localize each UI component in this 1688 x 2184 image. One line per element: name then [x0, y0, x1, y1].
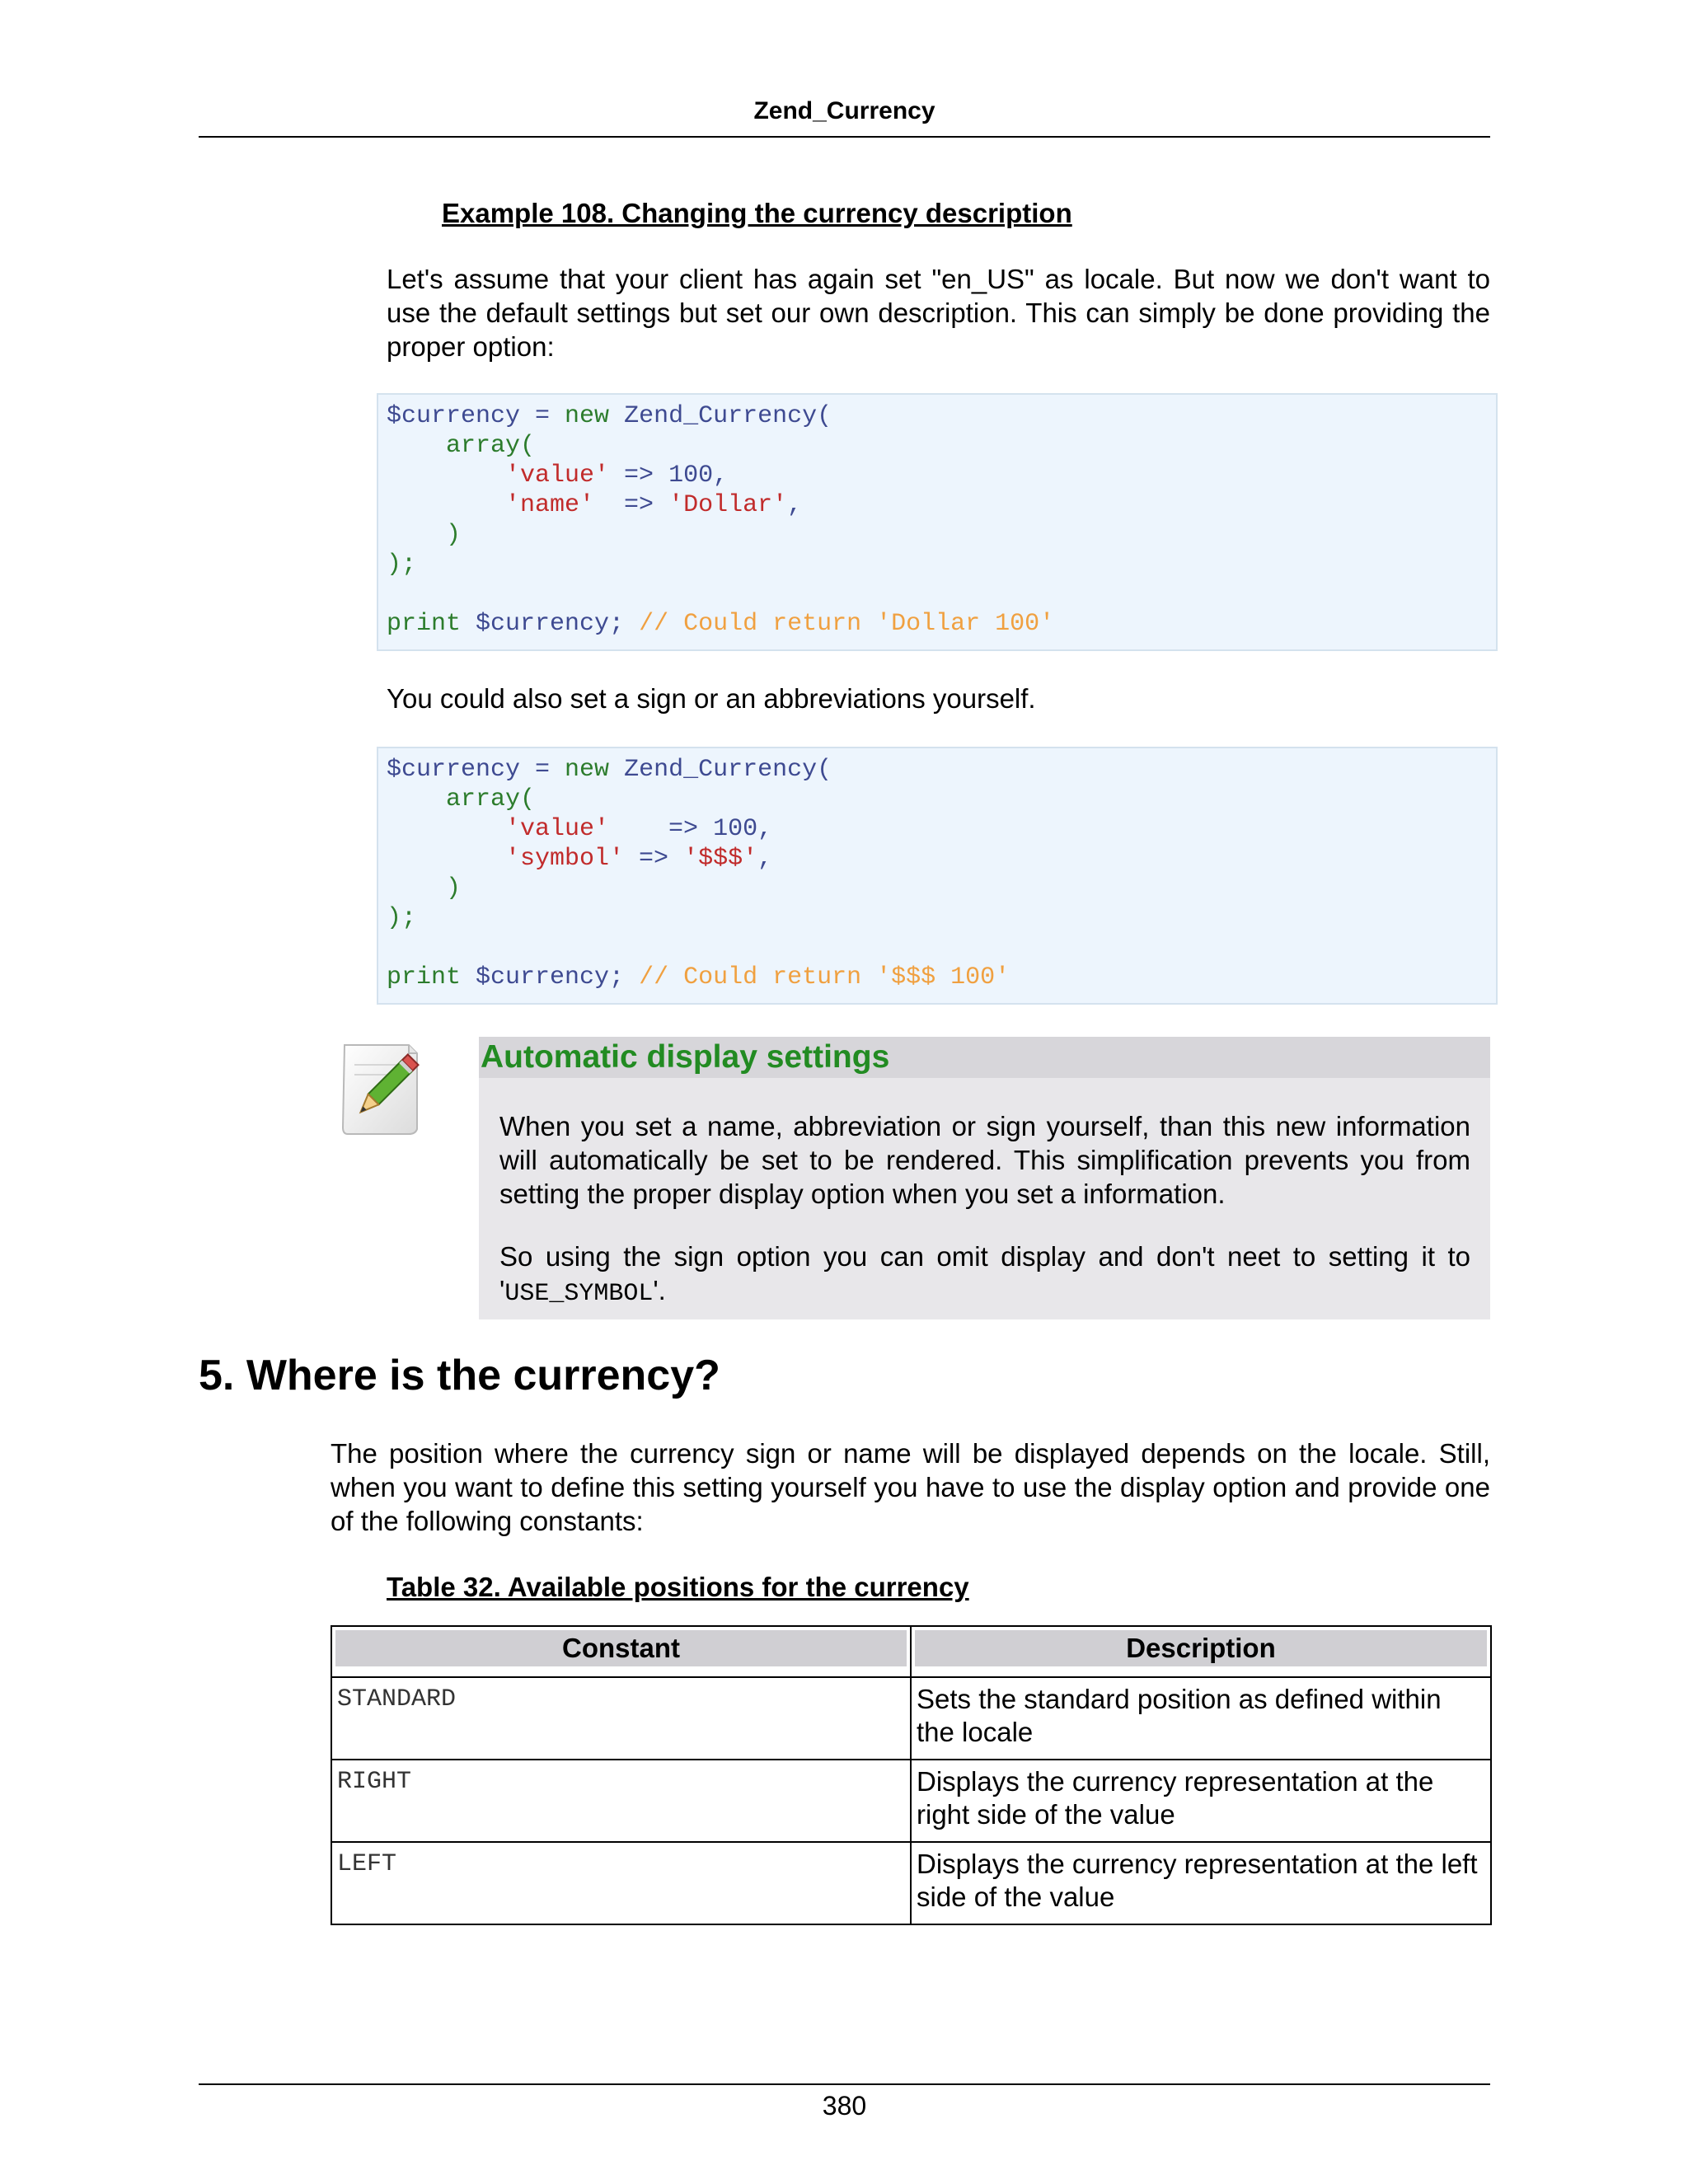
note-title: Automatic display settings: [481, 1039, 890, 1075]
code-token: Zend_Currency(: [609, 756, 832, 784]
middle-text: You could also set a sign or an abbreviations yourself.: [387, 683, 1036, 714]
column-header-description: [911, 1626, 1491, 1677]
code-line: );: [387, 904, 417, 932]
code-line: [387, 490, 1496, 520]
code-token: 'value': [387, 815, 610, 843]
table-row: [331, 1842, 1491, 1924]
code-line: ): [387, 521, 462, 549]
code-token: 100: [668, 462, 714, 490]
example-title: Example 108. Changing the currency description: [442, 198, 1072, 228]
note-text: So using the sign option you can omit display and don't neet to setting it to ': [499, 1241, 1470, 1305]
example-intro: Let's assume that your client has again set "en_US" as locale. But now we don't want to use the default settings but set our own description. This can simply be done providing the proper option:: [387, 264, 1490, 362]
note-text: '.: [653, 1275, 666, 1305]
code-line: [387, 609, 1496, 639]
note-paragraph: When you set a name, abbreviation or sign yourself, than this new information will automatically be set to be rendered. This simplification prevents you from setting the proper display option when you set a information.: [499, 1111, 1470, 1209]
code-token: new: [565, 756, 610, 784]
code-token: print: [387, 963, 462, 991]
code-token: 'Dollar': [668, 491, 788, 519]
code-comment: // Could return '$$$ 100': [624, 963, 1010, 991]
positions-table: [331, 1625, 1492, 1925]
code-token: ,: [757, 815, 773, 843]
inline-code: USE_SYMBOL: [504, 1280, 654, 1308]
code-line: );: [387, 551, 417, 579]
code-token: 'value': [387, 462, 610, 490]
note-box: [479, 1037, 1490, 1319]
description-cell: Sets the standard position as defined within the locale: [911, 1677, 1491, 1760]
code-line: [387, 401, 1496, 431]
code-token: =>: [624, 845, 684, 873]
code-line: [387, 844, 1496, 874]
note-pencil-icon: [336, 1040, 425, 1137]
description-cell: Displays the currency representation at the left side of the value: [911, 1842, 1491, 1924]
code-line: [387, 461, 1496, 490]
code-token: '$$$': [683, 845, 758, 873]
table-row: [331, 1677, 1491, 1760]
code-token: =: [520, 756, 565, 784]
code-token: =: [520, 402, 565, 430]
positions-table-wrapper: [331, 1625, 1490, 1925]
code-block-name: [377, 393, 1498, 651]
table-title: Table 32. Available positions for the currency: [387, 1572, 969, 1602]
note-paragraph: [499, 1240, 1470, 1311]
code-token: Zend_Currency(: [609, 402, 832, 430]
code-token: $currency: [387, 402, 521, 430]
code-line-blank: [387, 933, 1496, 963]
code-token: 100: [713, 815, 758, 843]
description-cell: Displays the currency representation at the right side of the value: [911, 1760, 1491, 1842]
footer-rule: [199, 2083, 1490, 2085]
column-header-constant: [331, 1626, 911, 1677]
table-header-row: [331, 1626, 1491, 1677]
code-token: =>: [609, 815, 714, 843]
code-token: print: [387, 610, 462, 638]
code-line: [387, 755, 1496, 785]
code-token: $currency: [387, 756, 521, 784]
constant-cell: RIGHT: [331, 1760, 911, 1842]
header-rule: [199, 136, 1490, 138]
code-block-symbol: [377, 747, 1498, 1005]
section-heading: 5. Where is the currency?: [199, 1352, 720, 1399]
code-token: ,: [713, 462, 729, 490]
constant-cell: LEFT: [331, 1842, 911, 1924]
code-token: =>: [609, 462, 669, 490]
page-number: 380: [822, 2091, 867, 2121]
table-row: [331, 1760, 1491, 1842]
code-token: ,: [757, 845, 773, 873]
code-line: ): [387, 874, 462, 902]
code-line: [387, 963, 1496, 992]
code-token: =>: [594, 491, 669, 519]
code-token: new: [565, 402, 610, 430]
code-token: 'symbol': [387, 845, 625, 873]
column-header-label: Constant: [335, 1630, 907, 1666]
constant-cell: STANDARD: [331, 1677, 911, 1760]
section-intro: The position where the currency sign or name will be displayed depends on the locale. Still, when you want to define this setting yourself you have to use the display option and provide one of the following constants:: [331, 1438, 1490, 1536]
note-title-bar: [479, 1037, 1490, 1078]
code-line: [387, 814, 1496, 844]
code-line-blank: [387, 579, 1496, 609]
running-header: Zend_Currency: [753, 97, 935, 124]
code-comment: // Could return 'Dollar 100': [624, 610, 1055, 638]
column-header-label: Description: [915, 1630, 1487, 1666]
code-token: $currency;: [461, 963, 625, 991]
code-line: array(: [387, 432, 536, 460]
code-line: array(: [387, 785, 536, 813]
code-token: 'name': [387, 491, 595, 519]
code-token: $currency;: [461, 610, 625, 638]
code-token: ,: [787, 491, 803, 519]
